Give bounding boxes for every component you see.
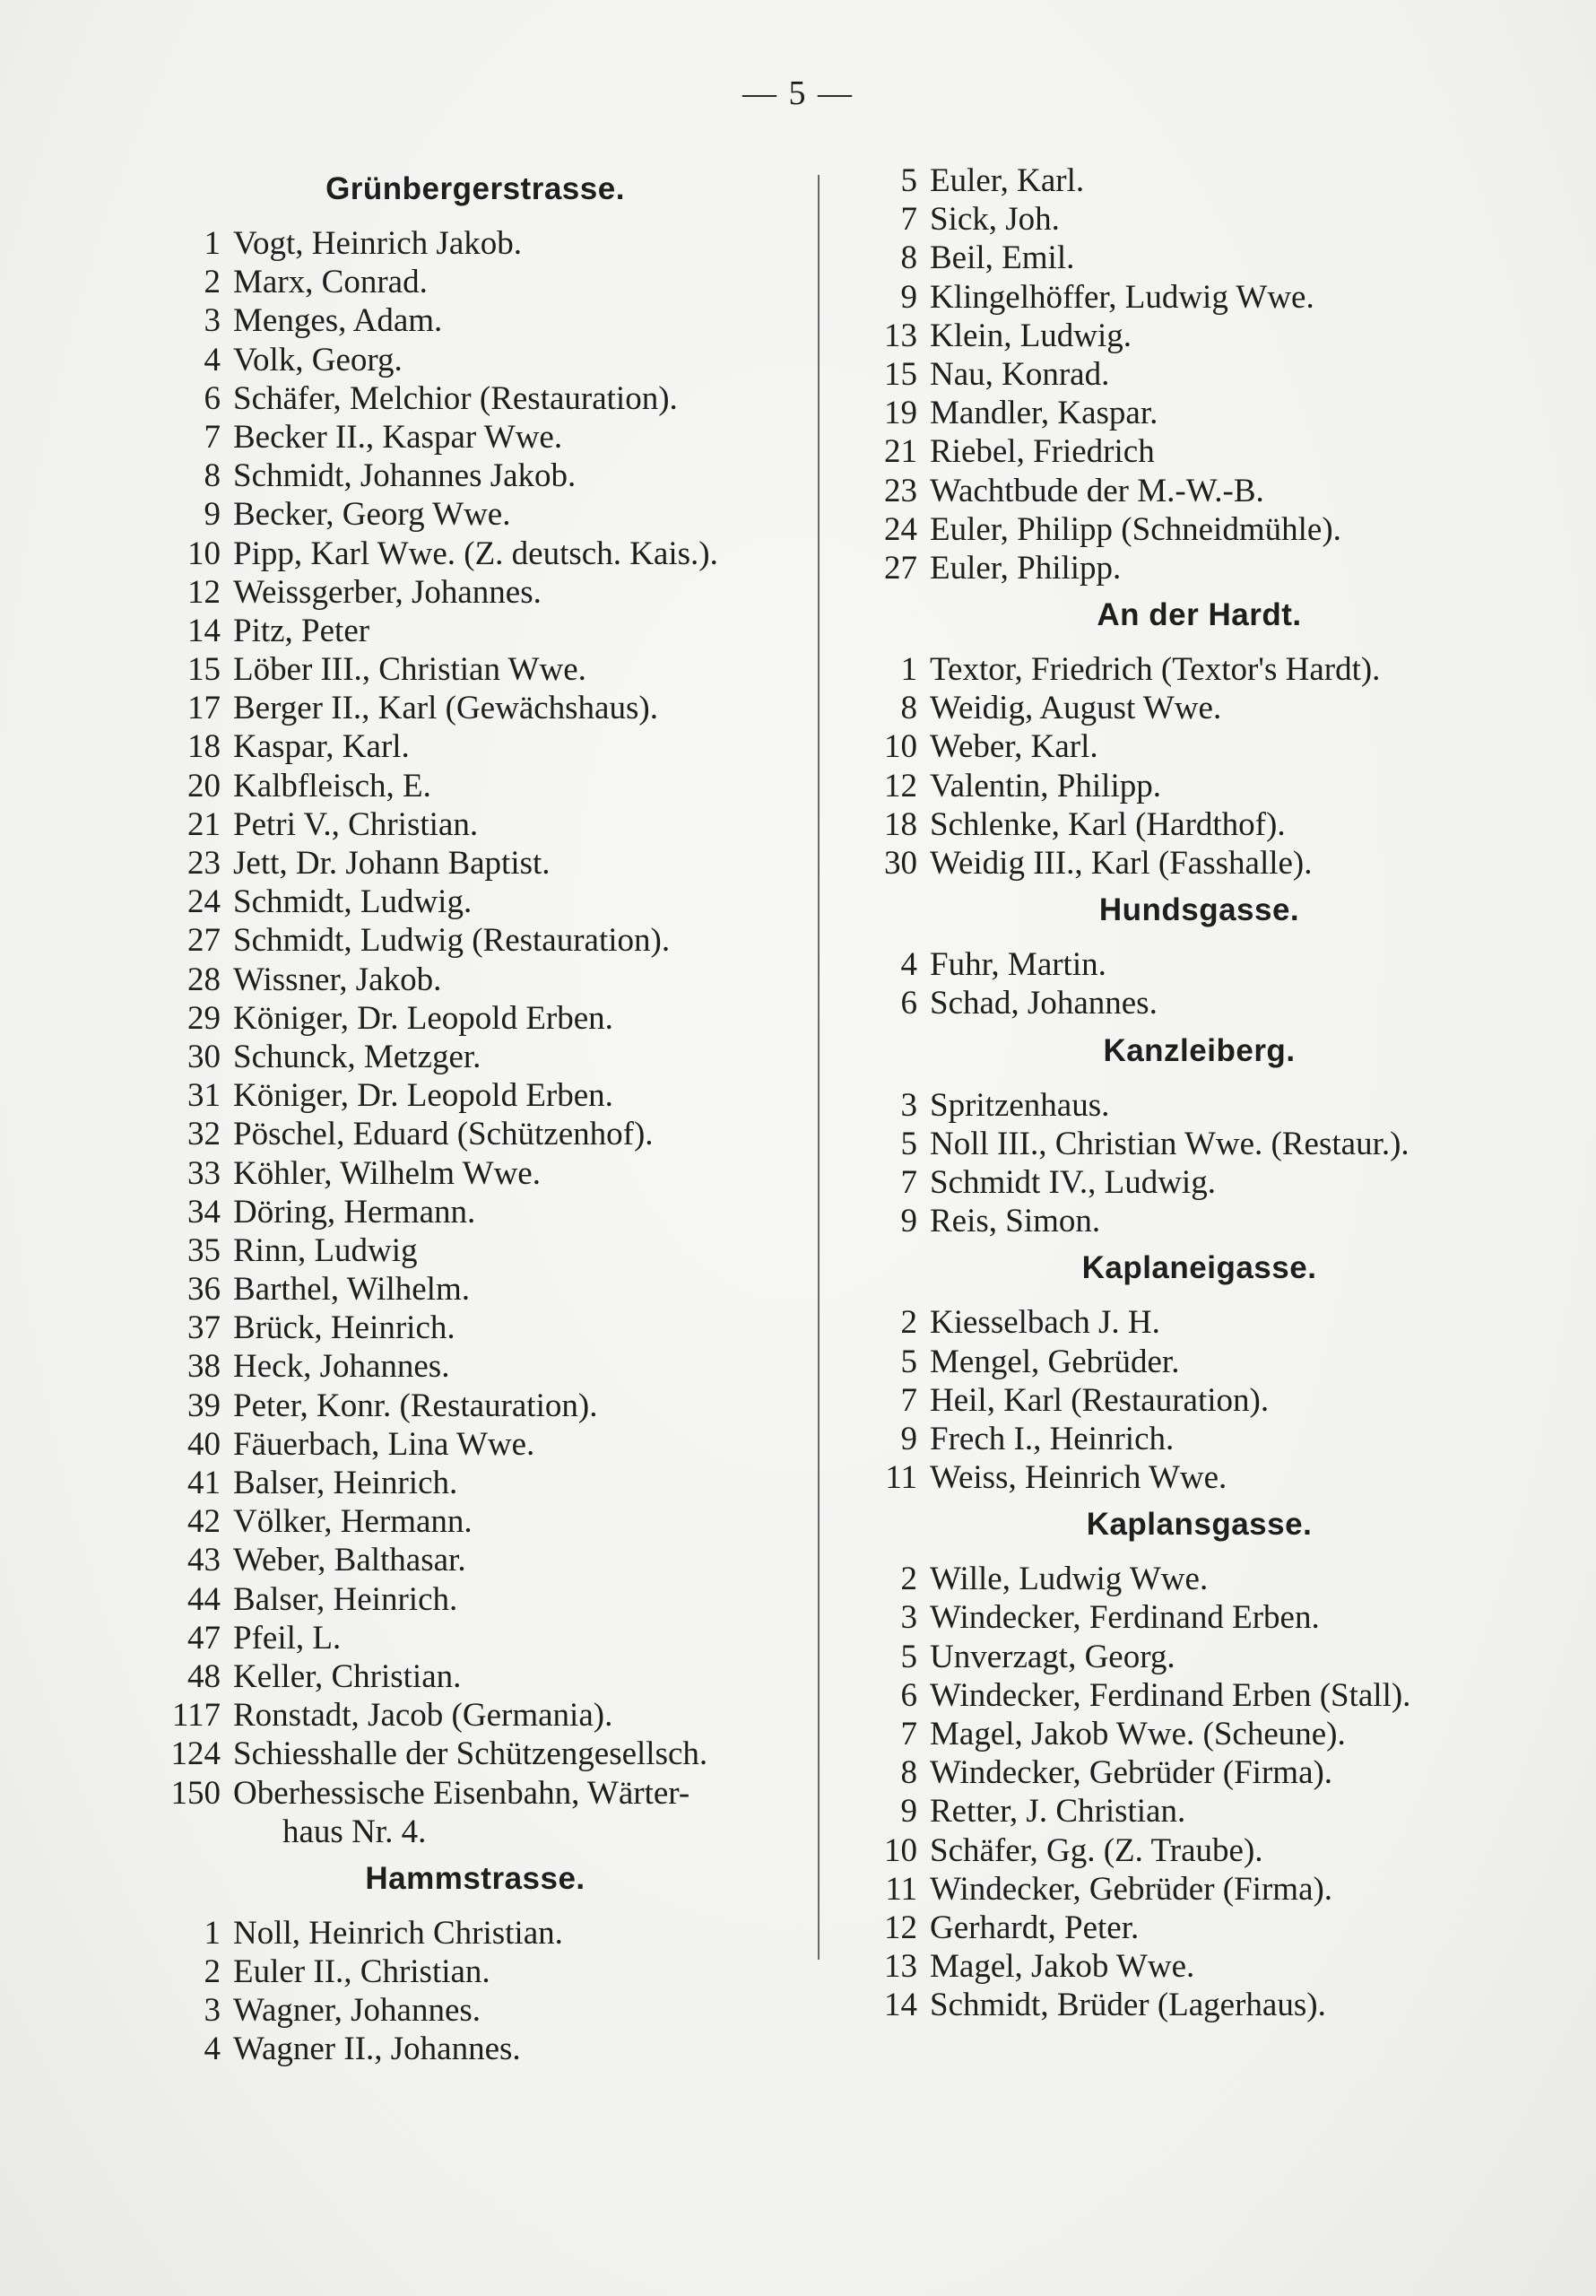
resident-name: Wille, Ludwig Wwe.	[930, 1561, 1209, 1598]
house-number: 11	[885, 1459, 917, 1497]
list-item	[865, 1343, 1533, 1381]
list-item	[865, 689, 1533, 727]
house-number: 27	[187, 922, 221, 960]
list-item	[865, 650, 1533, 689]
street-section	[865, 1500, 1533, 2024]
list-item	[865, 1381, 1533, 1420]
house-number: 9	[900, 1420, 917, 1457]
street-heading: Kanzleiberg.	[1103, 1032, 1296, 1068]
list-item	[143, 921, 807, 960]
list-item	[865, 984, 1533, 1022]
house-number: 30	[187, 1038, 221, 1075]
resident-name: Kaspar, Karl.	[233, 728, 410, 766]
list-item	[865, 1831, 1533, 1870]
house-number: 17	[187, 690, 221, 727]
street-heading: An der Hardt.	[1097, 597, 1302, 633]
resident-name: Balser, Heinrich.	[233, 1580, 458, 1618]
house-number: 19	[884, 395, 917, 432]
resident-name: Schmidt, Ludwig.	[233, 883, 473, 921]
resident-name: Magel, Jakob Wwe. (Scheune).	[930, 1716, 1346, 1752]
house-number: 23	[187, 845, 221, 882]
resident-name: Oberhessische Eisenbahn, Wärter-	[233, 1774, 690, 1812]
resident-name: Balser, Heinrich.	[233, 1465, 458, 1501]
list-item	[143, 844, 807, 883]
list-item	[865, 1560, 1533, 1598]
resident-name: Weidig III., Karl (Fasshalle).	[930, 845, 1313, 882]
list-item	[143, 1541, 807, 1579]
resident-name: Magel, Jakob Wwe.	[930, 1948, 1195, 1986]
house-number: 12	[187, 573, 221, 611]
house-number: 12	[884, 767, 917, 804]
resident-name: Textor, Friedrich (Textor's Hardt).	[930, 651, 1381, 689]
list-item	[143, 689, 807, 727]
list-item	[865, 200, 1533, 239]
resident-name: Schmidt, Brüder (Lagerhaus).	[930, 1987, 1326, 2024]
house-number: 5	[900, 1343, 917, 1380]
street-section	[865, 1244, 1533, 1497]
list-item	[143, 1774, 807, 1813]
resident-name: Vogt, Heinrich Jakob.	[233, 225, 522, 262]
list-item	[143, 1735, 807, 1773]
resident-name: Pfeil, L.	[233, 1619, 342, 1657]
list-item	[865, 472, 1533, 510]
house-number: 34	[187, 1193, 221, 1231]
resident-name: Fuhr, Martin.	[930, 946, 1106, 984]
house-number: 2	[900, 1304, 917, 1342]
resident-name: Rinn, Ludwig	[233, 1231, 418, 1269]
house-number: 10	[187, 535, 221, 572]
house-number: 10	[884, 1831, 917, 1869]
list-item	[143, 1657, 807, 1696]
list-item	[143, 650, 807, 689]
resident-name: Schiesshalle der Schützengesellsch.	[233, 1735, 708, 1773]
house-number: 14	[187, 612, 221, 649]
list-item	[865, 161, 1533, 200]
house-number: 20	[187, 767, 221, 804]
list-item	[143, 612, 807, 650]
list-item	[143, 1952, 807, 1991]
resident-name: Schmidt, Ludwig (Restauration).	[233, 922, 671, 960]
house-number: 4	[204, 341, 221, 378]
resident-name: Becker II., Kaspar Wwe.	[233, 418, 563, 456]
resident-name: Weber, Karl.	[930, 728, 1098, 766]
resident-name: Frech I., Heinrich.	[930, 1420, 1175, 1457]
house-number: 6	[900, 1676, 917, 1714]
resident-name: Weber, Balthasar.	[233, 1542, 466, 1579]
house-number: 24	[187, 883, 221, 921]
resident-name: Menges, Adam.	[233, 302, 443, 340]
house-number: 2	[900, 1561, 917, 1598]
house-number: 35	[187, 1231, 221, 1269]
list-item	[865, 549, 1533, 587]
house-number: 30	[884, 845, 917, 882]
street-heading: Hundsgasse.	[1098, 892, 1300, 928]
list-item	[143, 535, 807, 573]
resident-name: Volk, Georg.	[233, 341, 403, 378]
resident-name: Spritzenhaus.	[930, 1086, 1110, 1124]
house-number: 33	[187, 1154, 221, 1192]
resident-name: Becker, Georg Wwe.	[233, 496, 511, 534]
resident-name: Schlenke, Karl (Hardthof).	[930, 805, 1286, 843]
house-number: 5	[900, 1125, 917, 1162]
list-item	[143, 883, 807, 921]
street-section	[865, 161, 1533, 587]
right-column	[865, 161, 1533, 2025]
list-item	[143, 1193, 807, 1231]
house-number: 4	[204, 2031, 221, 2068]
list-item	[143, 727, 807, 766]
list-item	[143, 457, 807, 495]
resident-name: Weidig, August Wwe.	[930, 690, 1222, 727]
resident-name: Berger II., Karl (Gewächshaus).	[233, 690, 658, 727]
list-item	[865, 1638, 1533, 1676]
list-item	[865, 1303, 1533, 1342]
resident-name: Noll, Heinrich Christian.	[233, 1914, 563, 1952]
resident-name: Marx, Conrad.	[233, 264, 428, 301]
list-item	[143, 1076, 807, 1115]
house-number: 44	[187, 1580, 221, 1618]
house-number: 27	[884, 549, 917, 587]
resident-name: Nau, Konrad.	[930, 355, 1110, 393]
street-section	[865, 886, 1533, 1022]
house-number: 29	[187, 999, 221, 1037]
street-heading: Grünbergerstrasse.	[325, 171, 625, 206]
house-number: 3	[900, 1599, 917, 1637]
house-number: 9	[900, 1793, 917, 1831]
house-number: 150	[170, 1774, 221, 1812]
house-number: 7	[900, 1381, 917, 1419]
street-heading: Hammstrasse.	[365, 1860, 585, 1896]
list-item	[865, 727, 1533, 766]
list-item	[143, 1619, 807, 1657]
resident-name: Windecker, Ferdinand Erben (Stall).	[930, 1676, 1411, 1714]
resident-name: Pipp, Karl Wwe. (Z. deutsch. Kais.).	[233, 535, 718, 572]
list-item	[143, 961, 807, 999]
house-number: 9	[204, 496, 221, 534]
list-item	[865, 945, 1533, 984]
house-number: 5	[900, 1638, 917, 1675]
resident-name: Barthel, Wilhelm.	[233, 1271, 470, 1309]
list-item	[865, 317, 1533, 355]
house-number: 31	[187, 1077, 221, 1115]
column-divider	[818, 175, 820, 1960]
list-item	[865, 278, 1533, 317]
street-section	[865, 1027, 1533, 1241]
house-number: 117	[171, 1697, 221, 1735]
list-item	[143, 767, 807, 805]
house-number: 23	[884, 472, 917, 509]
house-number: 7	[900, 201, 917, 239]
house-number: 18	[884, 805, 917, 843]
house-number: 7	[204, 418, 221, 456]
house-number: 124	[170, 1735, 221, 1773]
resident-name: Heil, Karl (Restauration).	[930, 1381, 1270, 1419]
resident-name: Keller, Christian.	[233, 1657, 462, 1695]
list-item	[865, 1676, 1533, 1715]
list-item	[143, 1387, 807, 1425]
list-item	[865, 1125, 1533, 1163]
house-number: 3	[900, 1086, 917, 1124]
list-item	[865, 1420, 1533, 1458]
house-number: 11	[885, 1870, 917, 1908]
list-item	[865, 1909, 1533, 1947]
street-section	[143, 165, 807, 1851]
street-section	[865, 591, 1533, 883]
house-number: 28	[187, 961, 221, 998]
resident-name: Peter, Konr. (Restauration).	[233, 1387, 598, 1424]
list-item	[865, 432, 1533, 471]
house-number: 40	[187, 1425, 221, 1463]
list-item	[865, 1986, 1533, 2024]
resident-name: Köhler, Wilhelm Wwe.	[233, 1154, 541, 1192]
house-number: 15	[884, 355, 917, 393]
page-number: — 5 —	[742, 74, 854, 112]
list-item	[143, 418, 807, 457]
house-number: 43	[187, 1542, 221, 1579]
list-item	[143, 1425, 807, 1464]
list-item	[865, 1458, 1533, 1497]
list-item	[865, 1715, 1533, 1753]
list-item	[143, 1309, 807, 1347]
street-heading: Kaplaneigasse.	[1081, 1250, 1317, 1286]
resident-name: Königer, Dr. Leopold Erben.	[233, 999, 613, 1037]
list-item	[865, 1753, 1533, 1792]
house-number: 8	[900, 239, 917, 277]
house-number: 7	[900, 1716, 917, 1752]
list-item	[865, 1947, 1533, 1986]
list-item	[143, 1991, 807, 2030]
resident-name: Schunck, Metzger.	[233, 1038, 481, 1075]
resident-name: Jett, Dr. Johann Baptist.	[233, 845, 551, 882]
resident-name: Noll III., Christian Wwe. (Restaur.).	[930, 1125, 1410, 1162]
resident-name: Retter, J. Christian.	[930, 1793, 1186, 1831]
resident-name: Euler, Philipp (Schneidmühle).	[930, 510, 1341, 548]
resident-name: Euler II., Christian.	[233, 1953, 490, 1991]
list-item	[865, 767, 1533, 805]
resident-name: Heck, Johannes.	[233, 1348, 450, 1386]
list-item	[143, 301, 807, 340]
house-number: 24	[884, 510, 917, 548]
house-number: 2	[204, 1953, 221, 1991]
resident-name: Unverzagt, Georg.	[930, 1638, 1175, 1675]
resident-name: Pitz, Peter	[233, 612, 370, 649]
list-item	[143, 1038, 807, 1076]
house-number: 3	[204, 302, 221, 340]
house-number: 21	[884, 433, 917, 471]
resident-name: Löber III., Christian Wwe.	[233, 651, 586, 689]
resident-name: Kalbfleisch, E.	[233, 767, 431, 804]
list-item	[143, 1270, 807, 1309]
list-item	[865, 805, 1533, 844]
resident-name: Sick, Joh.	[930, 201, 1060, 239]
resident-name: Königer, Dr. Leopold Erben.	[233, 1077, 613, 1115]
resident-name: Euler, Philipp.	[930, 549, 1122, 587]
house-number: 2	[204, 264, 221, 301]
resident-name: Windecker, Gebrüder (Firma).	[930, 1870, 1333, 1908]
house-number: 41	[187, 1465, 221, 1501]
house-number: 36	[187, 1271, 221, 1309]
list-item	[865, 1163, 1533, 1202]
house-number: 8	[204, 457, 221, 495]
street-section	[143, 1855, 807, 2069]
house-number: 3	[204, 1992, 221, 2030]
list-item	[143, 1502, 807, 1541]
list-item	[865, 1086, 1533, 1125]
list-item	[143, 2030, 807, 2068]
list-item	[143, 495, 807, 534]
resident-name: Schmidt IV., Ludwig.	[930, 1163, 1216, 1201]
house-number: 8	[900, 690, 917, 727]
house-number: 47	[187, 1619, 221, 1657]
house-number: 37	[187, 1309, 221, 1347]
resident-name: Kiesselbach J. H.	[930, 1304, 1160, 1342]
resident-name: Reis, Simon.	[930, 1203, 1101, 1240]
list-item	[143, 379, 807, 418]
list-item	[865, 355, 1533, 394]
house-number: 18	[187, 728, 221, 766]
house-number: 9	[900, 278, 917, 316]
resident-name: Wachtbude der M.-W.-B.	[930, 472, 1264, 509]
resident-name: Weissgerber, Johannes.	[233, 573, 542, 611]
list-item	[143, 999, 807, 1038]
house-number: 38	[187, 1348, 221, 1386]
resident-name: Valentin, Philipp.	[930, 767, 1161, 804]
left-column	[143, 161, 807, 2069]
house-number: 1	[204, 1914, 221, 1952]
list-item	[865, 1202, 1533, 1240]
list-item	[865, 1792, 1533, 1831]
resident-name: Gerhardt, Peter.	[930, 1909, 1140, 1946]
house-number: 14	[884, 1987, 917, 2024]
resident-name: Windecker, Gebrüder (Firma).	[930, 1754, 1333, 1792]
resident-name: Völker, Hermann.	[233, 1503, 473, 1541]
resident-name: Mandler, Kaspar.	[930, 395, 1158, 432]
house-number: 21	[187, 805, 221, 843]
resident-name: Schad, Johannes.	[930, 985, 1158, 1022]
house-number: 1	[204, 225, 221, 262]
list-item	[865, 1598, 1533, 1637]
house-number: 5	[900, 162, 917, 199]
house-number: 1	[900, 651, 917, 689]
resident-name: Riebel, Friedrich	[930, 433, 1155, 471]
resident-name: Klein, Ludwig.	[930, 317, 1132, 354]
resident-name: Mengel, Gebrüder.	[930, 1343, 1180, 1380]
house-number: 42	[187, 1503, 221, 1541]
list-item	[143, 1464, 807, 1502]
list-item	[865, 1870, 1533, 1909]
house-number: 12	[884, 1909, 917, 1946]
list-item	[143, 1347, 807, 1386]
resident-name: Wagner II., Johannes.	[233, 2031, 521, 2068]
house-number: 6	[900, 985, 917, 1022]
house-number: 13	[884, 317, 917, 354]
resident-name: Ronstadt, Jacob (Germania).	[233, 1697, 613, 1735]
house-number: 39	[187, 1387, 221, 1424]
resident-name: Klingelhöffer, Ludwig Wwe.	[930, 278, 1314, 316]
resident-name: Beil, Emil.	[930, 239, 1075, 277]
house-number: 15	[187, 651, 221, 689]
list-item	[143, 1231, 807, 1270]
resident-name: Weiss, Heinrich Wwe.	[930, 1459, 1227, 1497]
list-item	[143, 341, 807, 379]
list-item	[143, 1154, 807, 1193]
resident-name: Schäfer, Gg. (Z. Traube).	[930, 1831, 1263, 1869]
list-item	[143, 1914, 807, 1952]
resident-name: Pöschel, Eduard (Schützenhof).	[233, 1116, 654, 1153]
house-number: 48	[187, 1657, 221, 1695]
resident-name: Schäfer, Melchior (Restauration).	[233, 379, 678, 417]
list-item	[865, 510, 1533, 549]
house-number: 7	[900, 1163, 917, 1201]
house-number: 13	[884, 1948, 917, 1986]
street-heading: Kaplansgasse.	[1086, 1507, 1313, 1543]
house-number: 32	[187, 1116, 221, 1153]
list-item	[143, 263, 807, 301]
resident-name: Schmidt, Johannes Jakob.	[233, 457, 577, 495]
list-item	[143, 1696, 807, 1735]
house-number: 4	[900, 946, 917, 984]
house-number: 9	[900, 1203, 917, 1240]
list-item	[143, 805, 807, 844]
resident-name: Wagner, Johannes.	[233, 1992, 481, 2030]
resident-name: Döring, Hermann.	[233, 1193, 476, 1231]
list-item	[143, 573, 807, 612]
list-item	[143, 1115, 807, 1153]
resident-name: Fäuerbach, Lina Wwe.	[233, 1425, 535, 1463]
list-item	[143, 224, 807, 263]
house-number: 10	[884, 728, 917, 766]
list-item	[143, 1580, 807, 1619]
resident-name: Euler, Karl.	[930, 162, 1085, 199]
entry-continuation: haus Nr. 4.	[282, 1813, 427, 1850]
resident-name: Wissner, Jakob.	[233, 961, 442, 998]
house-number: 8	[900, 1754, 917, 1792]
resident-name: Windecker, Ferdinand Erben.	[930, 1599, 1320, 1637]
list-item	[865, 394, 1533, 432]
list-item	[865, 239, 1533, 277]
list-item	[865, 844, 1533, 883]
resident-name: Brück, Heinrich.	[233, 1309, 455, 1347]
resident-name: Petri V., Christian.	[233, 805, 479, 843]
house-number: 6	[204, 379, 221, 417]
